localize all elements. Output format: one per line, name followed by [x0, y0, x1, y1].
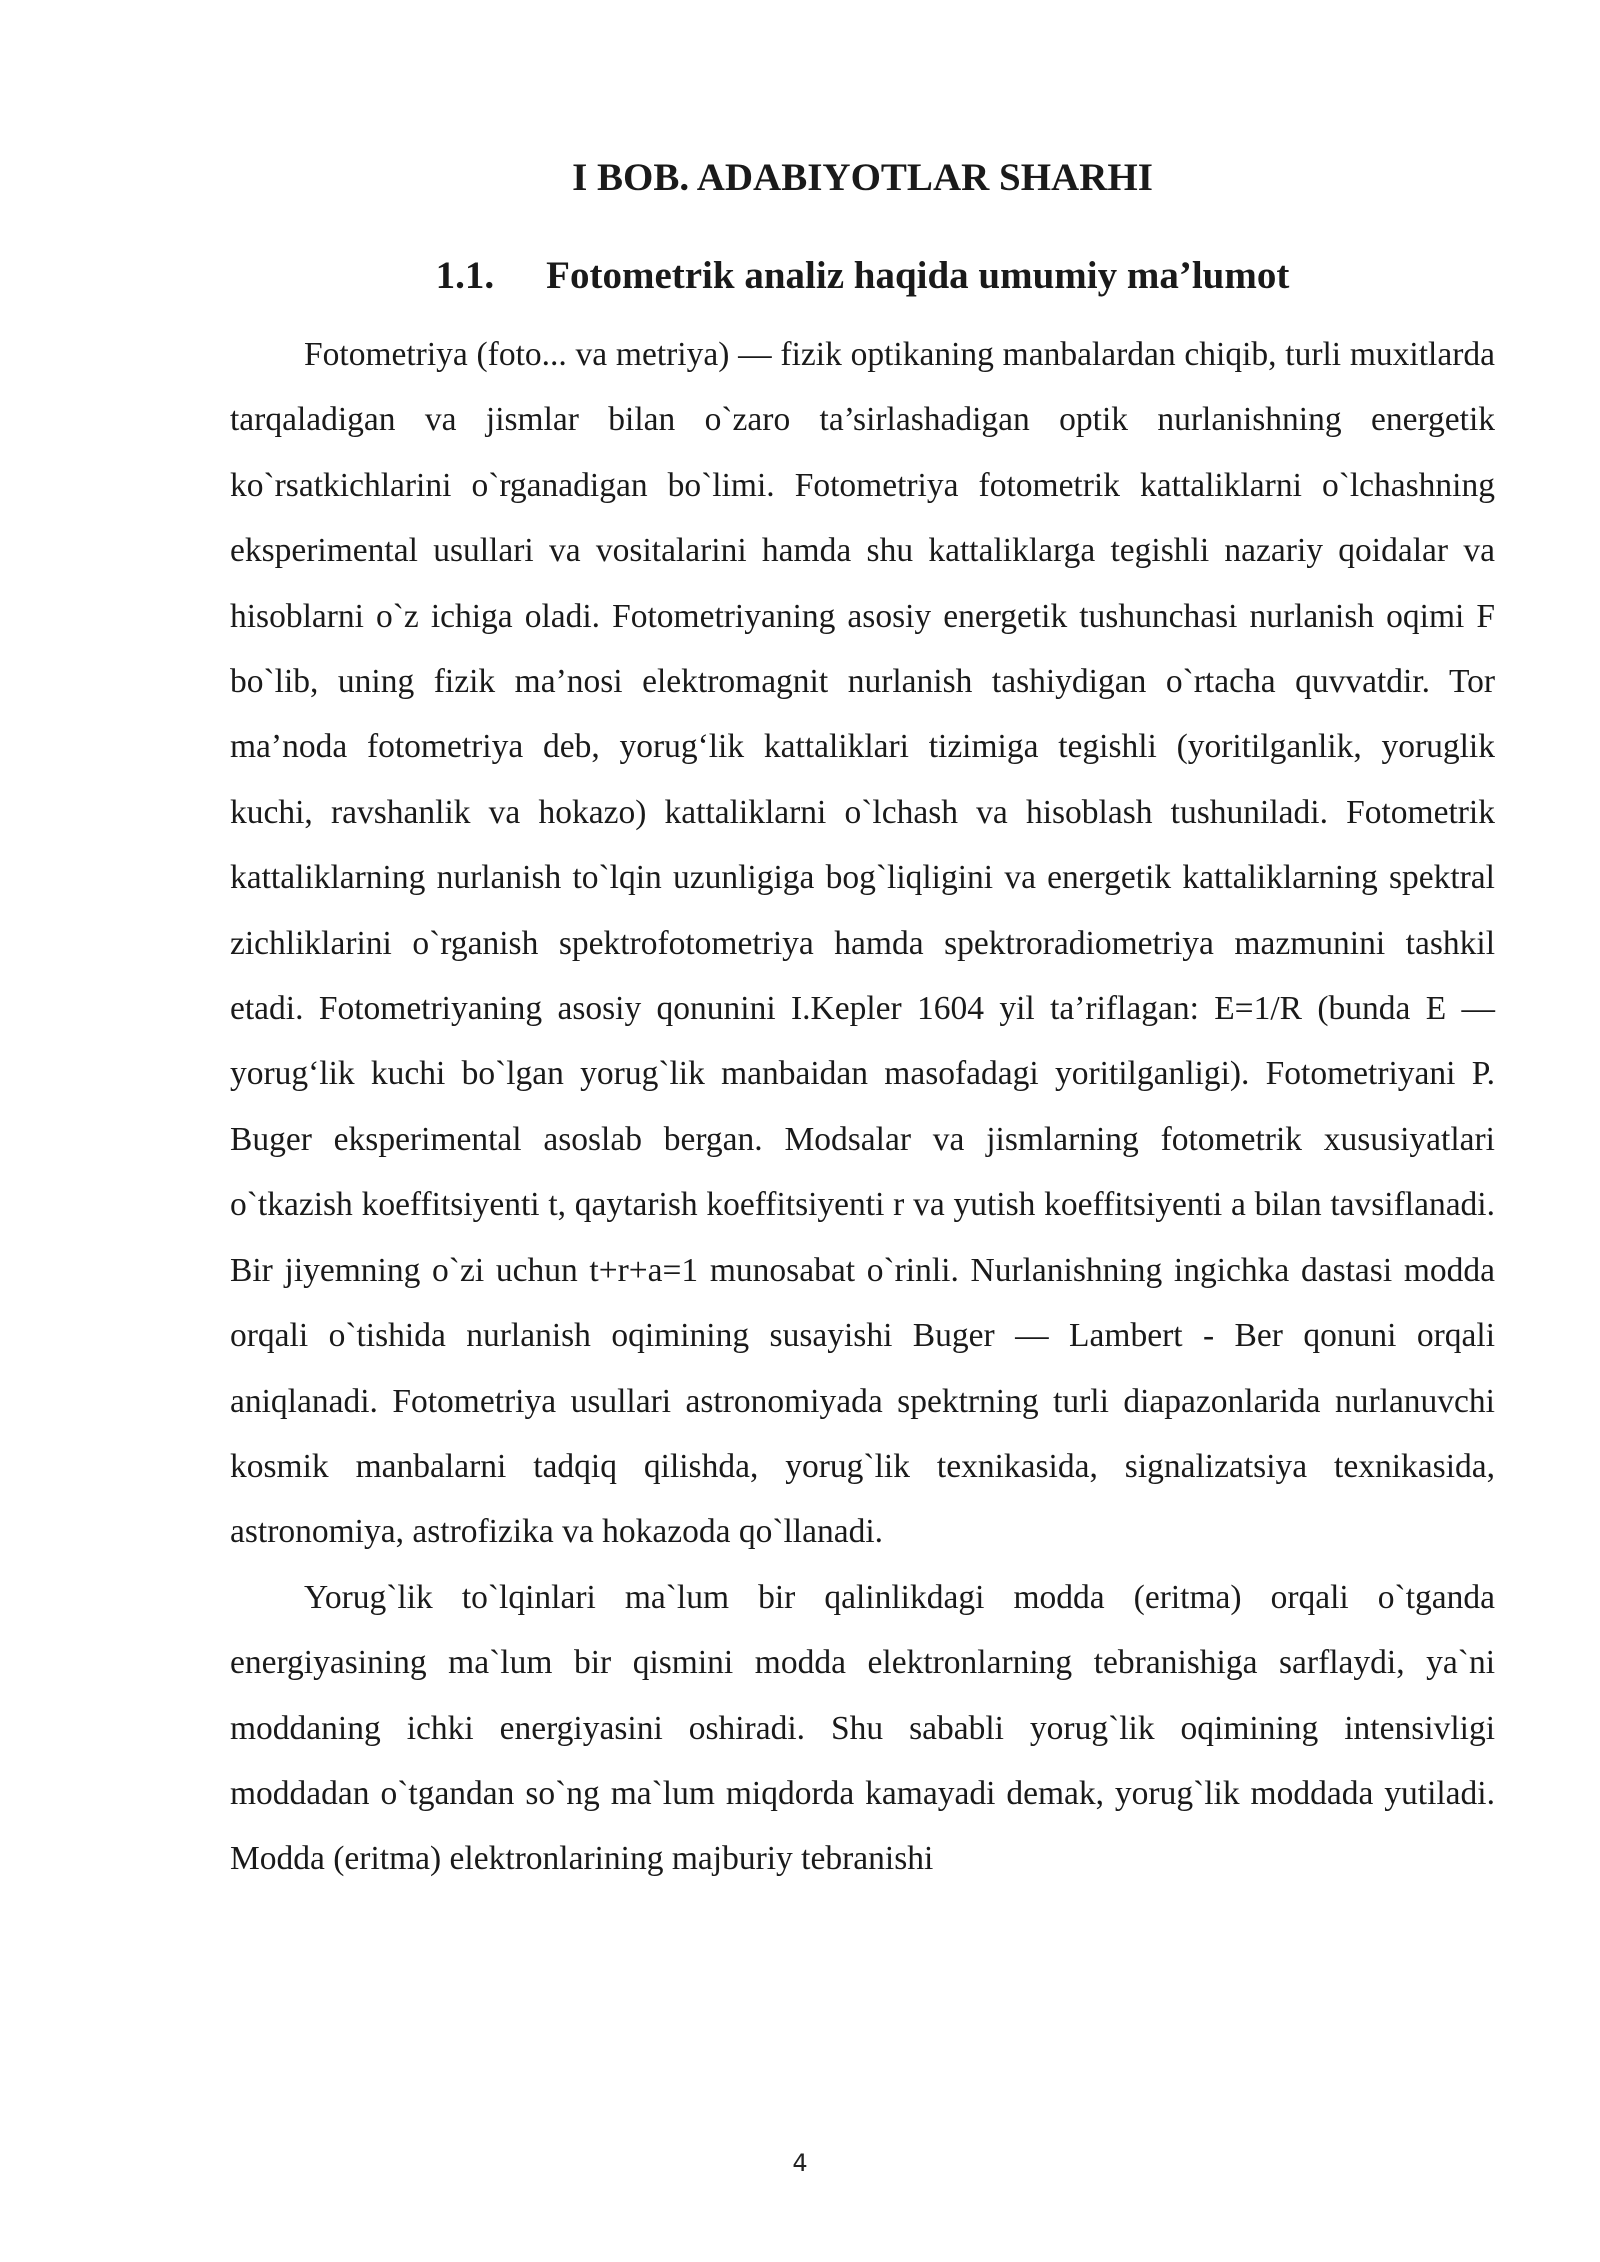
paragraph-fotometriya-definition: Fotometriya (foto... va metriya) — fizik optikaning manbalardan chiqib, turli muxitlarda tarqaladigan va jismlar bilan o`zaro ta’sirlashadigan optik nurlanishning energetik ko`rsatkichlarini o`rganadigan bo`limi. Fotometriya fotometrik kattaliklarni o`lchashning eksperimental usullari va vositalarini hamda shu kattaliklarga tegishli nazariy qoidalar va hisoblarni o`z ichiga oladi. Fotometriyaning asosiy energetik tushunchasi nurlanish oqimi F bo`lib, uning fizik ma’nosi elektromagnit nurlanish tashiydigan o`rtacha quvvatdir. Tor ma’noda fotometriya deb, yorug‘lik kattaliklari tizimiga tegishli (yoritilganlik, yoruglik kuchi, ravshanlik va hokazo) kattaliklarni o`lchash va hisoblash tushuniladi. Fotometrik kattaliklarning nurlanish to`lqin uzunligiga bog`liqligini va energetik kattaliklarning spektral zichliklarini o`rganish spektrofotometriya hamda spektroradiometriya mazmunini tashkil etadi. Fotometriyaning asosiy qonunini I.Kepler 1604 yil ta’riflagan: E=1/R (bunda E — yorug‘lik kuchi bo`lgan yorug`lik manbaidan masofadagi yoritilganligi). Fotometriyani P. Buger eksperimental asoslab bergan. Modsalar va jismlarning fotometrik xususiyatlari o`tkazish koeffitsiyenti t, qaytarish koeffitsiyenti r va yutish koeffitsiyenti a bilan tavsiflanadi. Bir jiyemning o`zi uchun t+r+a=1 munosabat o`rinli. Nurlanishning ingichka dastasi modda orqali o`tishida nurlanish oqimining susayishi Buger — Lambert - Ber qonuni orqali aniqlanadi. Fotometriya usullari astronomiyada spektrning turli diapazonlarida nurlanuvchi kosmik manbalarni tadqiq qilishda, yorug`lik texnikasida, signalizatsiya texnikasida, astronomiya, astrofizika va hokazoda qo`llanadi.: [230, 336, 1495, 1551]
section-heading: [230, 250, 1495, 302]
section-title: Fotometrik analiz haqida umumiy ma’lumot: [546, 254, 1290, 297]
chapter-title: I BOB. ADABIYOTLAR SHARHI: [572, 156, 1153, 199]
paragraph-light-absorption: Yorug`lik to`lqinlari ma`lum bir qalinlikdagi modda (eritma) orqali o`tganda energiyasining ma`lum bir qismini modda elektronlarning tebranishiga sarflaydi, ya`ni moddaning ichki energiyasini oshiradi. Shu sababli yorug`lik oqimining intensivligi moddadan o`tgandan so`ng ma`lum miqdorda kamayadi demak, yorug`lik moddada yutiladi. Modda (eritma) elektronlarining majburiy tebranishi: [230, 1578, 1495, 1878]
page-number: 4: [792, 2149, 808, 2177]
body-text: [230, 322, 1495, 1892]
section-number: 1.1.: [435, 254, 495, 297]
